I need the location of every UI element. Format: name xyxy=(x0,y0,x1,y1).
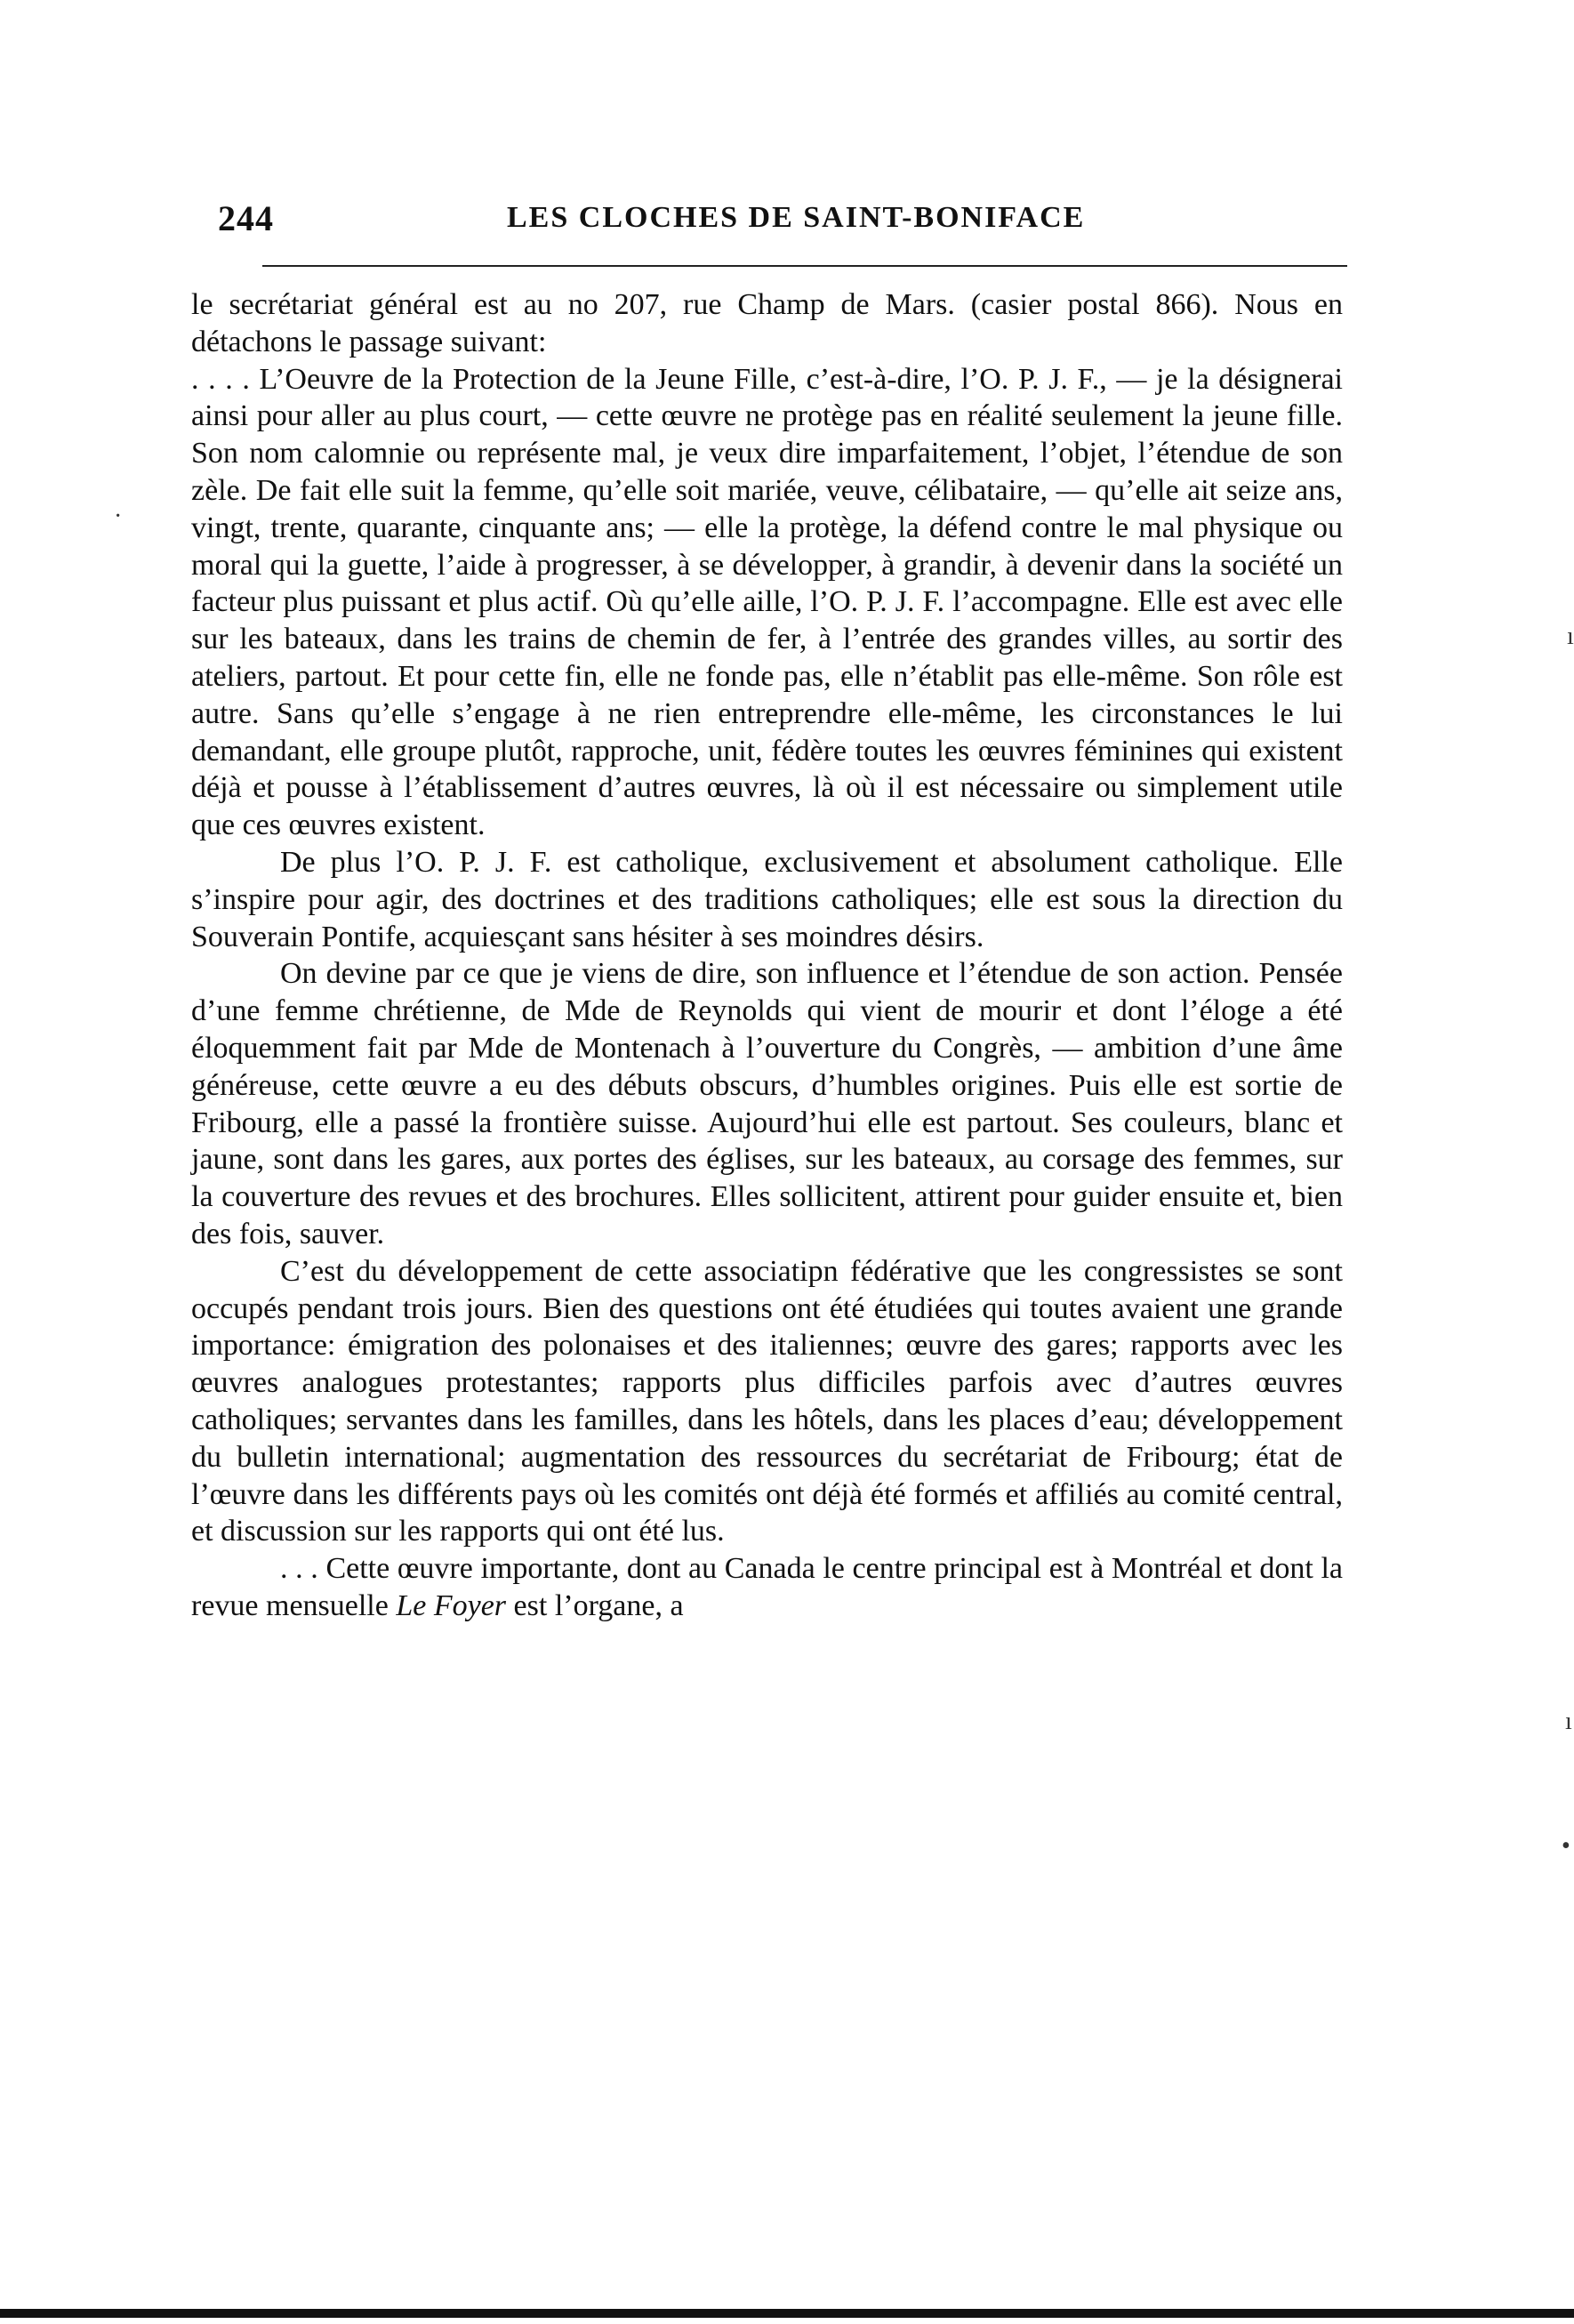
journal-title: Le Foyer xyxy=(396,1588,507,1622)
paragraph-1: le secrétariat général est au no 207, rue Champ de Mars. (casier postal 866). Nous en détachons le passage suivant: xyxy=(191,288,1343,358)
paragraph-6 xyxy=(191,1550,1343,1625)
page-number: 244 xyxy=(218,198,274,238)
header-rule xyxy=(262,265,1347,267)
paragraph-6-start: . . . Cette œuvre importante, dont au Canada le centre principal est à Montréal et dont la revue mensuelle xyxy=(191,1552,1343,1622)
running-title: LES CLOCHES DE SAINT-BONIFACE xyxy=(507,201,1086,234)
paragraph-2: . . . . L’Oeuvre de la Protection de la Jeune Fille, c’est-à-dire, l’O. P. J. F., — je la désignerai ainsi pour aller au plus court, — cette œuvre ne protège pas en réalité seulement la jeune fille. Son nom calomnie ou représente mal, je veux dire imparfaitement, l’objet, l’étendue de son zèle. De fait elle suit la femme, qu’elle soit mariée, veuve, célibataire, — qu’elle ait seize ans, vingt, trente, quarante, cinquante ans; — elle la protège, la défend contre le mal physique ou moral qui la guette, l’aide à progresser, à se développer, à grandir, à devenir dans la société un facteur plus puissant et plus actif. Où qu’elle aille, l’O. P. J. F. l’accompagne. Elle est avec elle sur les bateaux, dans les trains de chemin de fer, à l’entrée des grandes villes, au sortir des ateliers, partout. Et pour cette fin, elle ne fonde pas, elle n’établit pas elle-même. Son rôle est autre. Sans qu’elle s’engage à ne rien entreprendre elle-même, les circonstances le lui demandant, elle groupe plutôt, rapproche, unit, fédère toutes les œuvres féminines qui existent déjà et pousse à l’établissement d’autres œuvres, là où il est nécessaire ou simplement utile que ces œuvres existent. xyxy=(191,362,1343,842)
paragraph-6-end: est l’organe, a xyxy=(506,1588,684,1622)
scan-bottom-edge xyxy=(0,2309,1574,2318)
right-margin-speck-1: ı xyxy=(1567,623,1574,650)
body-text xyxy=(191,286,1343,1625)
paragraph-4: On devine par ce que je viens de dire, son influence et l’étendue de son action. Pensée d’une femme chrétienne, de Mde de Reynolds qui vient de mourir et dont l’éloge a été éloquemment fait par Mde de Montenach à l’ouverture du Congrès, — ambition d’une âme généreuse, cette œuvre a eu des débuts obscurs, d’humbles origines. Puis elle est sortie de Fribourg, elle a passé la frontière suisse. Aujourd’hui elle est partout. Ses couleurs, blanc et jaune, sont dans les gares, aux portes des églises, sur les bateaux, au corsage des femmes, sur la couverture des revues et des brochures. Elles sollicitent, attirent pour guider ensuite et, bien des fois, sauver. xyxy=(191,957,1343,1250)
paragraph-3: De plus l’O. P. J. F. est catholique, exclusivement et absolument catholique. Elle s’inspire pour agir, des doctrines et des traditions catholiques; elle est sous la direction du Souverain Pontife, acquiesçant sans hésiter à ses moindres désirs. xyxy=(191,845,1343,953)
page-header xyxy=(218,197,1356,251)
right-margin-speck-2: ı xyxy=(1565,1708,1572,1735)
paragraph-5: C’est du développement de cette associatipn fédérative que les congressistes se sont occupés pendant trois jours. Bien des questions ont été étudiées qui toutes avaient une grande importance: émigration des polonaises et des italiennes; œuvre des gares; rapports avec les œuvres analogues protestantes; rapports plus difficiles parfois avec d’autres œuvres catholiques; servantes dans les familles, dans les hôtels, dans les places d’eau; développement du bulletin international; augmentation des ressources du secrétariat de Fribourg; état de l’œuvre dans les différents pays où les comités ont déjà été formés et affiliés au comité central, et discussion sur les rapports qui ont été lus. xyxy=(191,1254,1343,1548)
left-margin-speck: · xyxy=(114,503,123,530)
right-margin-speck-3: • xyxy=(1562,1832,1570,1860)
